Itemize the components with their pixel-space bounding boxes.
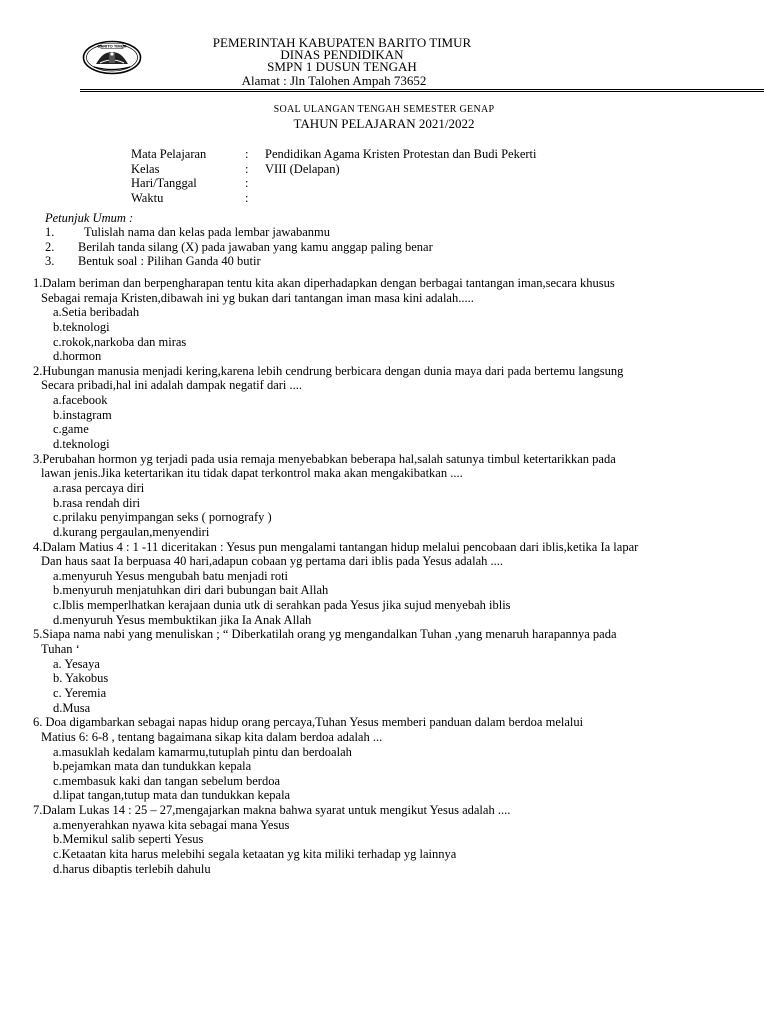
answer-option: b.menyuruh menjatuhkan diri dari bubungan bait Allah	[53, 583, 329, 598]
info-colon: :	[245, 190, 249, 205]
answer-option: a.menyuruh Yesus mengubah batu menjadi roti	[53, 568, 289, 583]
question-3	[33, 452, 753, 540]
letterhead-school: SMPN 1 DUSUN TENGAH	[267, 59, 417, 74]
letterhead-divider	[80, 89, 764, 90]
question-list	[33, 276, 753, 876]
answer-option: a.Setia beribadah	[53, 305, 140, 320]
question-text: Dan haus saat Ia berpuasa 40 hari,adapun cobaan yg pertama dari iblis pada Yesus adalah ....	[41, 554, 503, 569]
question-text: Matius 6: 6-8 , tentang bagaimana sikap kita dalam berdoa adalah ...	[41, 729, 383, 744]
instruction-text: Tulislah nama dan kelas pada lembar jawabanmu	[78, 225, 331, 239]
info-row-class	[131, 162, 536, 177]
answer-option: a. Yesaya	[53, 656, 100, 671]
answer-option: d.kurang pergaulan,menyendiri	[53, 524, 210, 539]
question-6	[33, 715, 753, 803]
info-value: Pendidikan Agama Kristen Protestan dan Budi Pekerti	[265, 147, 537, 161]
info-colon: :	[245, 147, 249, 161]
svg-text:BARITO TIMUR: BARITO TIMUR	[97, 43, 127, 49]
exam-info-table	[131, 147, 536, 205]
question-5	[33, 627, 753, 715]
answer-option: c. Yeremia	[53, 685, 107, 700]
instruction-number: 2.	[45, 239, 55, 254]
answer-option: b.Memikul salib seperti Yesus	[53, 832, 204, 847]
answer-option: b.teknologi	[53, 319, 110, 334]
answer-option: a.rasa percaya diri	[53, 480, 145, 495]
info-row-date	[131, 176, 536, 191]
answer-option: c.prilaku penyimpangan seks ( pornografy )	[53, 510, 272, 525]
instruction-text: Bentuk soal : Pilihan Ganda 40 butir	[78, 254, 261, 268]
letterhead-department: DINAS PENDIDIKAN	[280, 47, 404, 62]
answer-option: d.lipat tangan,tutup mata dan tundukkan kepala	[53, 788, 291, 803]
info-colon: :	[245, 161, 249, 176]
info-colon: :	[245, 176, 249, 190]
exam-title: SOAL ULANGAN TENGAH SEMESTER GENAP	[273, 104, 495, 115]
instruction-number: 1.	[45, 225, 55, 239]
answer-option: b.instagram	[53, 407, 112, 422]
instruction-text: Berilah tanda silang (X) pada jawaban yang kamu anggap paling benar	[78, 239, 433, 254]
question-text: 6. Doa digambarkan sebagai napas hidup orang percaya,Tuhan Yesus memberi panduan dalam berdoa melalui	[33, 715, 584, 730]
answer-option: a.menyerahkan nyawa kita sebagai mana Yesus	[53, 817, 290, 832]
info-row-time	[131, 191, 536, 206]
info-label: Hari/Tanggal	[131, 176, 197, 190]
question-text: Sebagai remaja Kristen,dibawah ini yg bukan dari tantangan iman masa kini adalah.....	[41, 290, 474, 305]
instruction-item	[45, 240, 433, 255]
answer-option: a.facebook	[53, 393, 108, 408]
info-value: VIII (Delapan)	[265, 161, 340, 176]
info-label: Waktu	[131, 190, 164, 205]
answer-option: b. Yakobus	[53, 671, 109, 686]
question-text: 5.Siapa nama nabi yang menuliskan ; “ Diberkatilah orang yg mengandalkan Tuhan ,yang menaruh harapannya pada	[33, 627, 617, 642]
question-text: Secara pribadi,hal ini adalah dampak negatif dari ....	[41, 378, 303, 393]
instruction-item	[45, 225, 433, 240]
question-text: 4.Dalam Matius 4 : 1 -11 diceritakan : Yesus pun mengalami tantangan hidup melalui pencobaan dari iblis,ketika Ia lapar	[33, 539, 639, 554]
answer-option: c.Ketaatan kita harus melebihi segala ketaatan yg kita miliki terhadap yg lainnya	[53, 846, 457, 861]
question-4	[33, 540, 753, 628]
instruction-number: 3.	[45, 254, 55, 268]
answer-option: d.harus dibaptis terlebih dahulu	[53, 861, 211, 876]
question-7	[33, 803, 753, 876]
letterhead-address: Alamat : Jln Talohen Ampah 73652	[241, 73, 427, 88]
answer-option: c.game	[53, 422, 89, 437]
answer-option: d.menyuruh Yesus membuktikan jika Ia Anak Allah	[53, 612, 312, 627]
letterhead-divider-thin	[80, 91, 764, 92]
answer-option: c.rokok,narkoba dan miras	[53, 334, 187, 349]
exam-year: TAHUN PELAJARAN 2021/2022	[293, 116, 475, 131]
answer-option: c.membasuk kaki dan tangan sebelum berdoa	[53, 773, 281, 788]
info-label: Mata Pelajaran	[131, 147, 207, 161]
instructions-heading: Petunjuk Umum :	[45, 211, 134, 225]
question-text: Tuhan ‘	[41, 642, 80, 657]
instruction-item	[45, 254, 433, 269]
answer-option: b.pejamkan mata dan tundukkan kepala	[53, 759, 252, 774]
question-text: lawan jenis.Jika ketertarikan itu tidak dapat terkontrol maka akan mengakibatkan ....	[41, 466, 463, 481]
instructions-list	[45, 225, 433, 269]
answer-option: b.rasa rendah diri	[53, 495, 141, 510]
answer-option: a.masuklah kedalam kamarmu,tutuplah pintu dan berdoalah	[53, 744, 352, 759]
answer-option: d.Musa	[53, 700, 91, 715]
info-row-subject	[131, 147, 536, 162]
info-label: Kelas	[131, 161, 160, 176]
letterhead-government: PEMERINTAH KABUPATEN BARITO TIMUR	[212, 35, 472, 50]
question-text: 3.Perubahan hormon yg terjadi pada usia remaja menyebabkan beberapa hal,salah satunya timbul ketertarikkan pada	[33, 451, 616, 466]
answer-option: d.teknologi	[53, 437, 110, 452]
answer-option: c.Iblis memperlhatkan kerajaan dunia utk di serahkan pada Yesus jika sujud menyebah iblis	[53, 598, 511, 613]
question-text: 1.Dalam beriman dan berpengharapan tentu kita akan diperhadapkan dengan berbagai tantangan iman,secara khusus	[33, 276, 615, 290]
question-1	[33, 276, 753, 364]
question-text: 2.Hubungan manusia menjadi kering,karena lebih cendrung berbicara dengan dunia maya dari pada bertemu langsung	[33, 363, 624, 378]
answer-option: d.hormon	[53, 349, 102, 364]
question-2	[33, 364, 753, 452]
question-text: 7.Dalam Lukas 14 : 25 – 27,mengajarkan makna bahwa syarat untuk mengikut Yesus adalah ....	[33, 803, 511, 818]
